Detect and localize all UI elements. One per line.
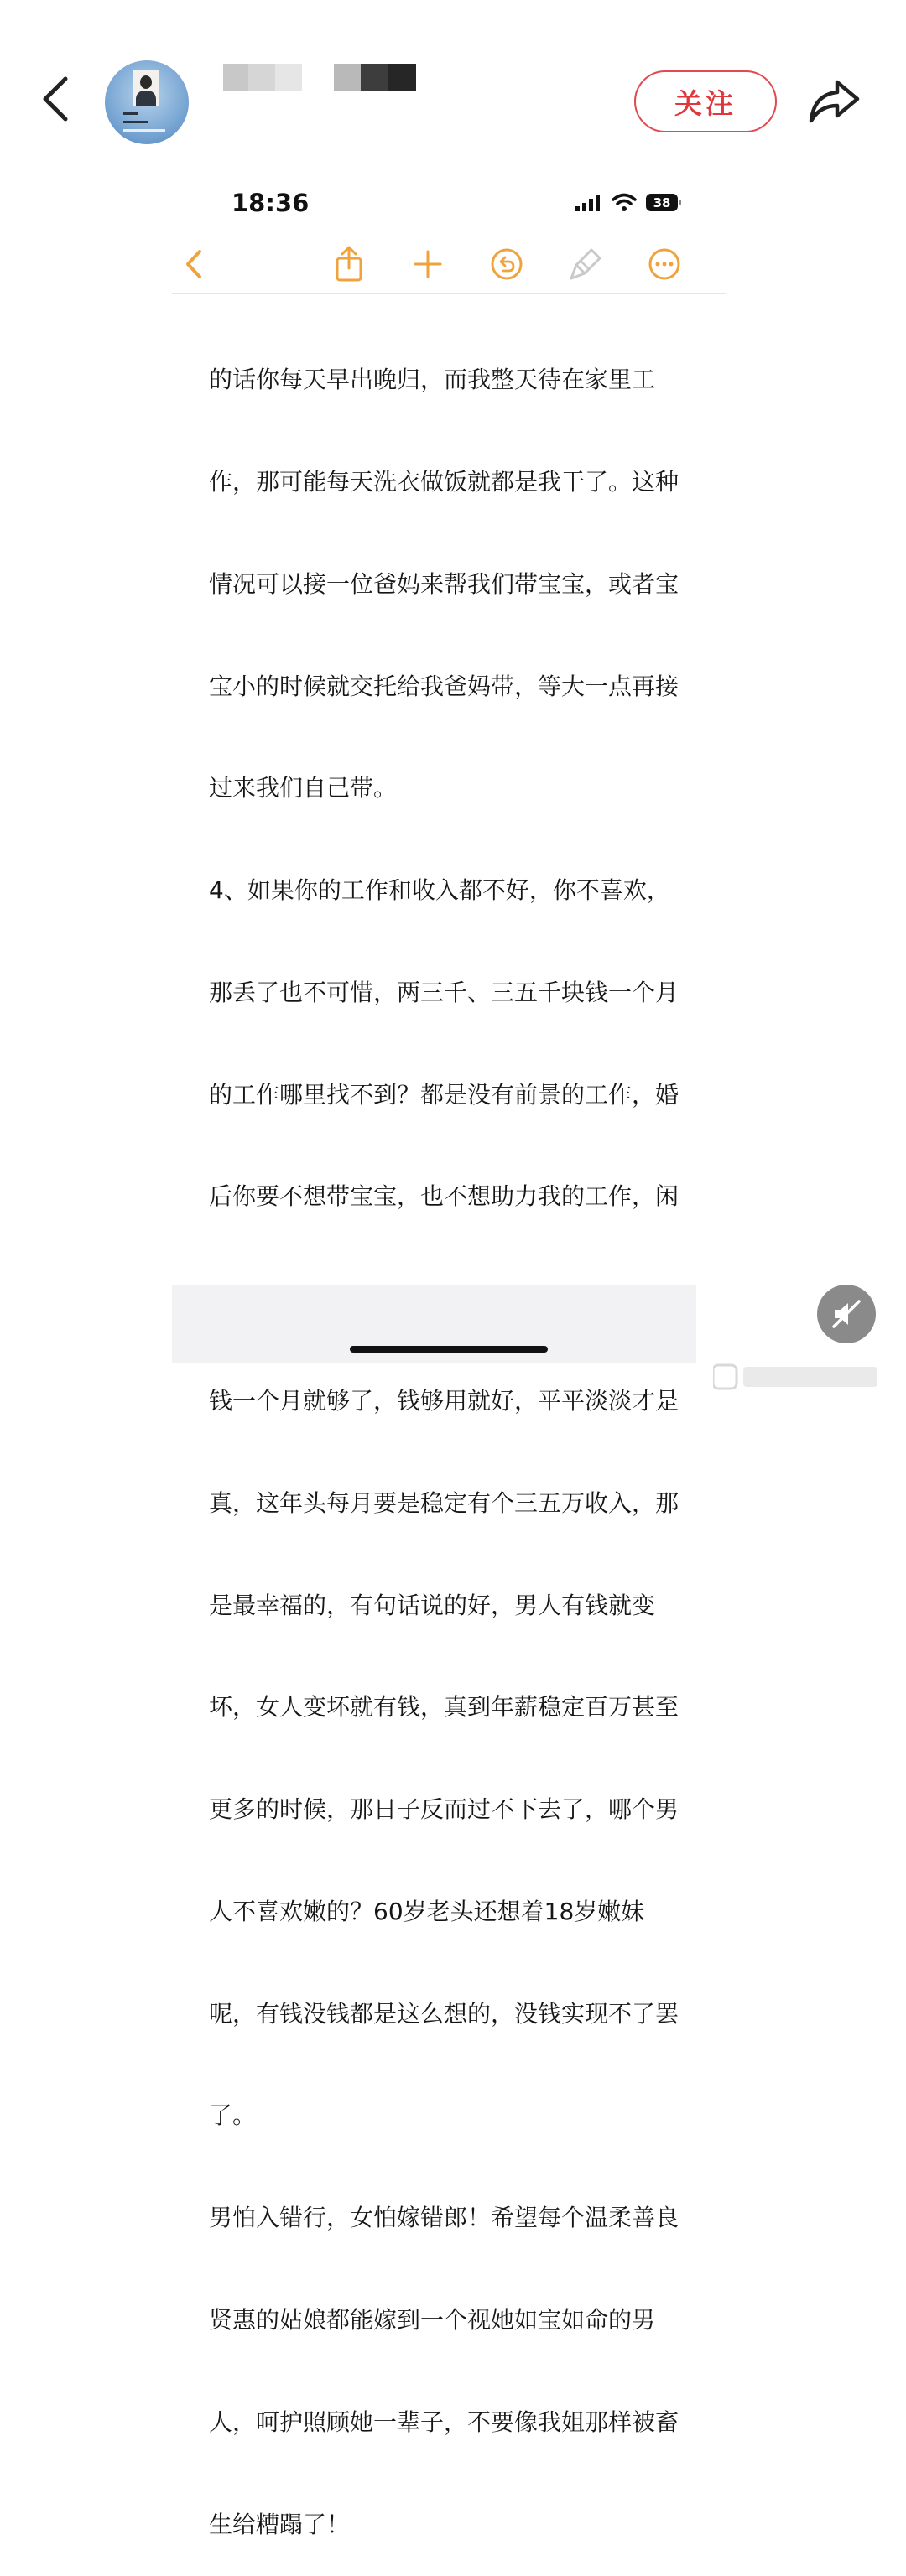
note-more-button[interactable] xyxy=(645,245,684,283)
share-button[interactable] xyxy=(807,75,861,126)
follow-button[interactable]: 关注 xyxy=(634,70,777,132)
toolbar-divider xyxy=(172,293,726,294)
note-line: 人不喜欢嫩的？60岁老头还想着18岁嫩妹 xyxy=(209,1897,645,1925)
status-time: 18:36 xyxy=(232,189,310,217)
signal-icon xyxy=(575,195,600,211)
add-icon xyxy=(409,245,447,283)
note-line: 情况可以接一位爸妈来帮我们带宝宝，或者宝 xyxy=(209,569,680,598)
note-line: 那丢了也不可惜，两三千、三五千块钱一个月 xyxy=(209,978,680,1006)
note-share-button[interactable] xyxy=(330,245,368,283)
note-body[interactable] xyxy=(209,295,704,2576)
share-arrow-icon xyxy=(807,75,861,126)
home-indicator[interactable] xyxy=(350,1346,548,1353)
note-add-button[interactable] xyxy=(409,245,447,283)
note-line: 过来我们自己带。 xyxy=(209,774,398,802)
note-line: 男怕入错行，女怕嫁错郎！希望每个温柔善良 xyxy=(209,2204,680,2232)
battery-icon xyxy=(646,194,681,211)
note-line: 真，这年头每月要是稳定有个三五万收入，那 xyxy=(209,1488,680,1517)
note-back-button[interactable] xyxy=(176,245,215,283)
note-line: 的工作哪里找不到？都是没有前景的工作，婚 xyxy=(209,1080,680,1109)
watermark xyxy=(713,1362,881,1390)
note-line: 生给糟蹋了！ xyxy=(209,2510,351,2538)
note-line: 人，呵护照顾她一辈子，不要像我姐那样被畜 xyxy=(209,2407,680,2436)
note-line: 宝小的时候就交托给我爸妈带，等大一点再接 xyxy=(209,672,680,700)
more-icon xyxy=(645,245,684,283)
note-line: 后你要不想带宝宝，也不想助力我的工作，闲 xyxy=(209,1182,680,1211)
note-line: 更多的时候，那日子反而过不下去了，哪个男 xyxy=(209,1795,680,1824)
back-button[interactable] xyxy=(35,74,77,124)
note-line: 作，那可能每天洗衣做饭就都是我干了。这种 xyxy=(209,467,680,496)
mute-icon xyxy=(830,1297,863,1331)
note-undo-button[interactable] xyxy=(487,245,526,283)
avatar-photo xyxy=(133,70,159,106)
note-line: 钱一个月就够了，钱够用就好，平平淡淡才是 xyxy=(209,1387,680,1415)
note-markup-button[interactable] xyxy=(566,245,605,283)
note-line: 是最幸福的，有句话说的好，男人有钱就变 xyxy=(209,1591,656,1619)
note-line: 的话你每天早出晚归，而我整天待在家里工 xyxy=(209,366,656,394)
back-icon xyxy=(176,245,215,283)
battery-level: 38 xyxy=(653,195,671,210)
undo-icon xyxy=(487,245,526,283)
note-line: 呢，有钱没钱都是这么想的，没钱实现不了罢 xyxy=(209,1999,680,2028)
wifi-icon xyxy=(613,195,635,212)
markup-icon xyxy=(566,245,605,283)
mute-button[interactable] xyxy=(817,1285,876,1343)
status-icons xyxy=(575,191,693,216)
note-line: 坏，女人变坏就有钱，真到年薪稳定百万甚至 xyxy=(209,1693,680,1722)
note-line: 贤惠的姑娘都能嫁到一个视她如宝如命的男 xyxy=(209,2306,656,2334)
note-line: 了。 xyxy=(209,2101,257,2130)
share-icon xyxy=(330,245,368,283)
note-line: 4、如果你的工作和收入都不好，你不喜欢， xyxy=(209,876,670,905)
avatar[interactable] xyxy=(105,60,189,144)
chevron-left-icon xyxy=(35,74,77,124)
username-blurred xyxy=(223,64,416,91)
